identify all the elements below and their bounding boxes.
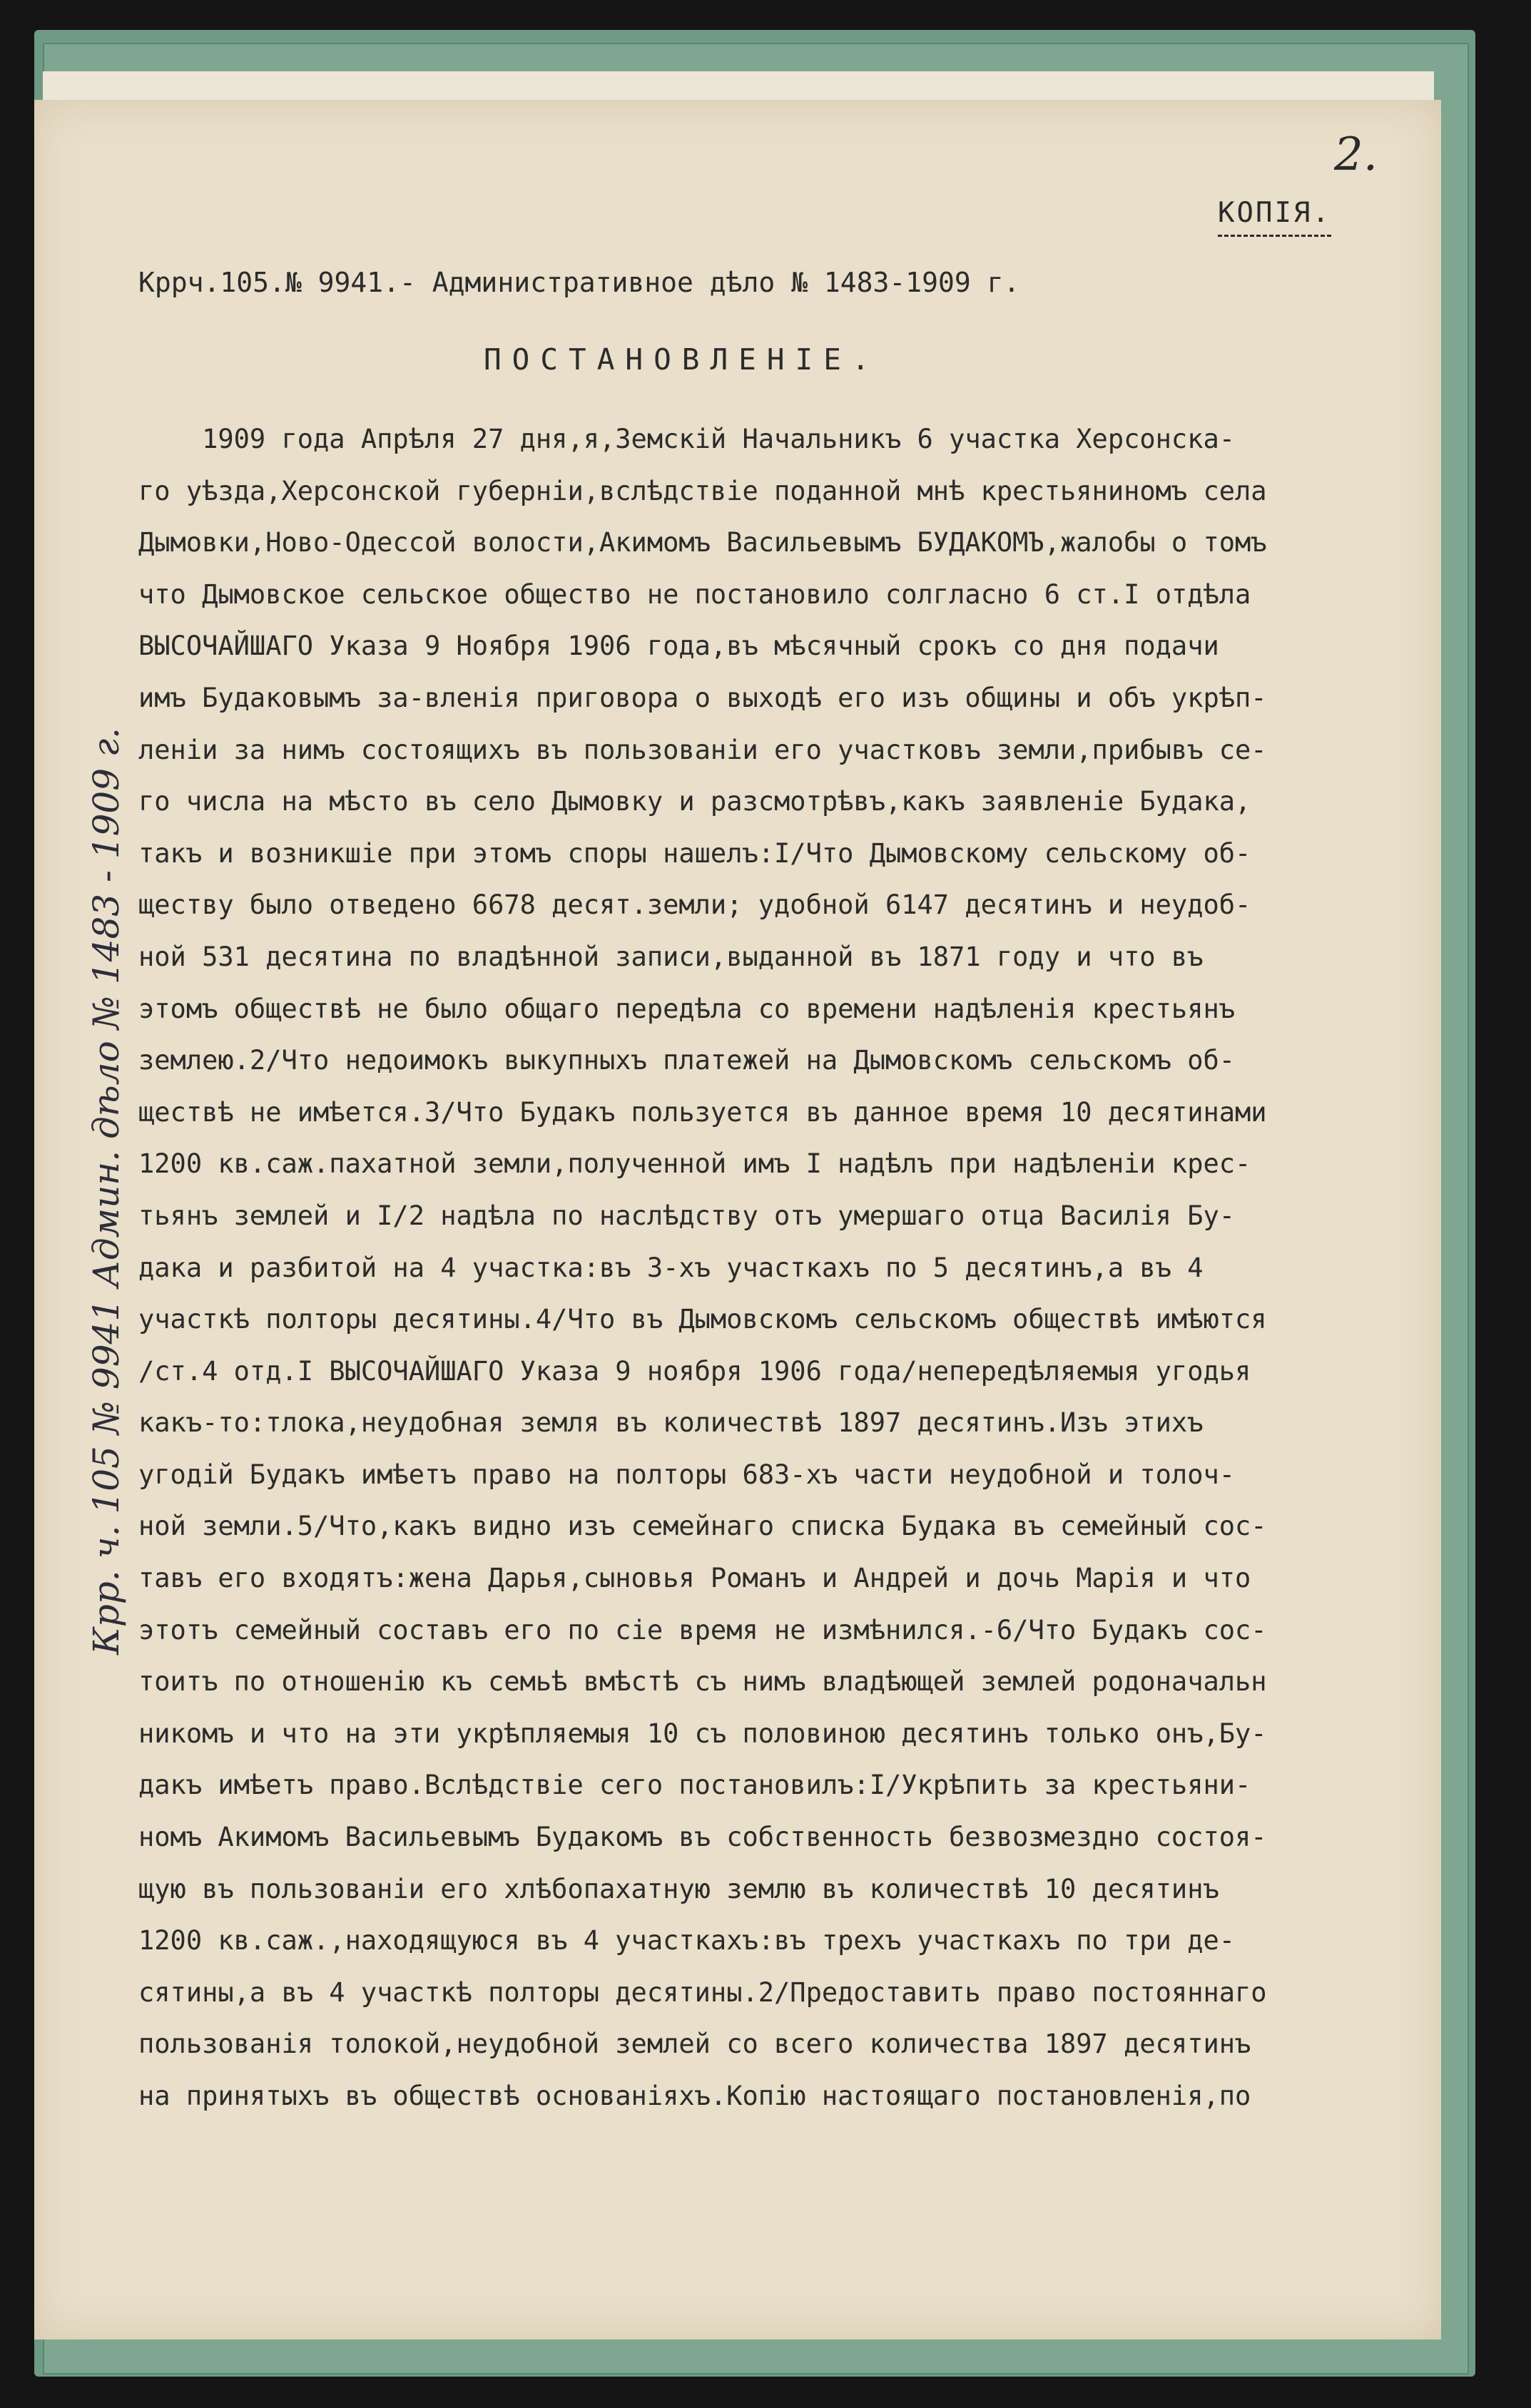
body-line: что Дымовское сельское общество не постановило солгласно 6 ст.I отдѣла [138,578,1251,610]
handwritten-margin-note: Крр. ч. 105 № 9941 Админ. дѣло № 1483 - 1909 г. [86,727,127,1655]
body-line: угодiй Будакъ имѣетъ право на полторы 683-хъ части неудобной и толоч- [138,1459,1236,1490]
body-line: ной 531 десятина по владѣнной записи,выданной въ 1871 году и что въ [138,941,1204,972]
body-line: /ст.4 отд.I ВЫСОЧАЙШАГО Указа 9 ноября 1906 года/непередѣляемыя угодья [138,1355,1251,1387]
body-line: дака и разбитой на 4 участка:въ 3-хъ участкахъ по 5 десятинъ,а въ 4 [138,1252,1204,1283]
document-title: ПОСТАНОВЛЕНІЕ. [484,342,880,377]
body-line: сятины,а въ 4 участкѣ полторы десятины.2/Предоставить право постояннаго [138,1976,1267,2008]
body-line: тоитъ по отношенiю къ семьѣ вмѣстѣ съ нимъ владѣющей землей родоначальн [138,1666,1267,1698]
body-line: Дымовки,Ново-Одесcой волости,Акимомъ Васильевымъ БУДАКОМЪ,жалобы о томъ [138,527,1267,558]
body-line: ВЫСОЧАЙШАГО Указа 9 Ноября 1906 года,въ мѣсячный срокъ со дня подачи [138,631,1219,662]
body-line: ленiи за нимъ состоящихъ въ пользованiи его участковъ земли,прибывъ се- [138,734,1267,765]
body-line: этомъ обществѣ не было общаго передѣла со времени надѣленiя крестьянъ [138,993,1236,1024]
case-reference: Крpч.105.№ 9941.- Административное дѣло № 1483-1909 г. [138,267,1020,298]
copy-label: КОПІЯ. [1218,197,1331,237]
body-line: какъ-то:тлока,неудобная земля въ количествѣ 1897 десятинъ.Изъ этихъ [138,1407,1204,1439]
body-line: 1909 года Апрѣля 27 дня,я,Земскiй Начальникъ 6 участка Херсонска- [138,424,1236,454]
body-line: ществу было отведено 6678 десят.земли; удобной 6147 десятинъ и неудоб- [138,889,1251,921]
body-line: участкѣ полторы десятины.4/Что въ Дымовскомъ сельскомъ обществѣ имѣются [138,1304,1267,1335]
body-line: го числа на мѣсто въ село Дымовку и разсмотрѣвъ,какъ заявленiе Будака, [138,786,1251,817]
body-line: 1200 кв.саж.,находящуюся въ 4 участкахъ:въ трехъ участкахъ по три де- [138,1925,1236,1956]
body-line: тавъ его входятъ:жена Дарья,сыновья Романъ и Андрей и дочь Марiя и что [138,1563,1251,1594]
body-line: щую въ пользованiи его хлѣбопахатную землю въ количествѣ 10 десятинъ [138,1873,1219,1904]
body-line: пользованiя толокой,неудобной землей со всего количества 1897 десятинъ [138,2029,1251,2060]
body-line: имъ Будаковымъ за-вленiя приговора о выходѣ его изъ общины и объ укрѣп- [138,682,1267,713]
body-line: этотъ семейный составъ его по сiе время не измѣнился.-6/Что Будакъ сос- [138,1614,1267,1646]
body-line: дакъ имѣетъ право.Вслѣдствiе сего постановилъ:I/Укрѣпить за крестьяни- [138,1770,1251,1801]
document-body [138,414,1423,2123]
body-line: ной земли.5/Что,какъ видно изъ семейнаго списка Будака въ семейный сос- [138,1511,1267,1542]
body-line: го уѣзда,Херсонской губернiи,вслѣдствiе поданной мнѣ крестьяниномъ села [138,475,1267,506]
body-line: землею.2/Что недоимокъ выкупныхъ платежей на Дымовскомъ сельскомъ об- [138,1045,1236,1076]
body-line: такъ и возникшiе при этомъ споры нашелъ:I/Что Дымовскому сельскому об- [138,837,1251,869]
body-line: никомъ и что на эти укрѣпляемыя 10 съ половиною десятинъ только онъ,Бу- [138,1718,1267,1749]
body-line: ществѣ не имѣется.3/Что Будакъ пользуется въ данное время 10 десятинами [138,1096,1267,1128]
page-number: 2. [1334,128,1378,181]
body-line: номъ Акимомъ Васильевымъ Будакомъ въ собственность безвозмездно состоя- [138,1822,1267,1853]
body-line: 1200 кв.саж.пахатной земли,полученной имъ I надѣлъ при надѣленiи крес- [138,1148,1251,1180]
body-line: на принятыхъ въ обществѣ основанiяхъ.Копiю настоящаго постановленiя,по [138,2081,1251,2111]
body-line: тьянъ землей и I/2 надѣла по наслѣдству отъ умершаго отца Василiя Бу- [138,1200,1236,1231]
